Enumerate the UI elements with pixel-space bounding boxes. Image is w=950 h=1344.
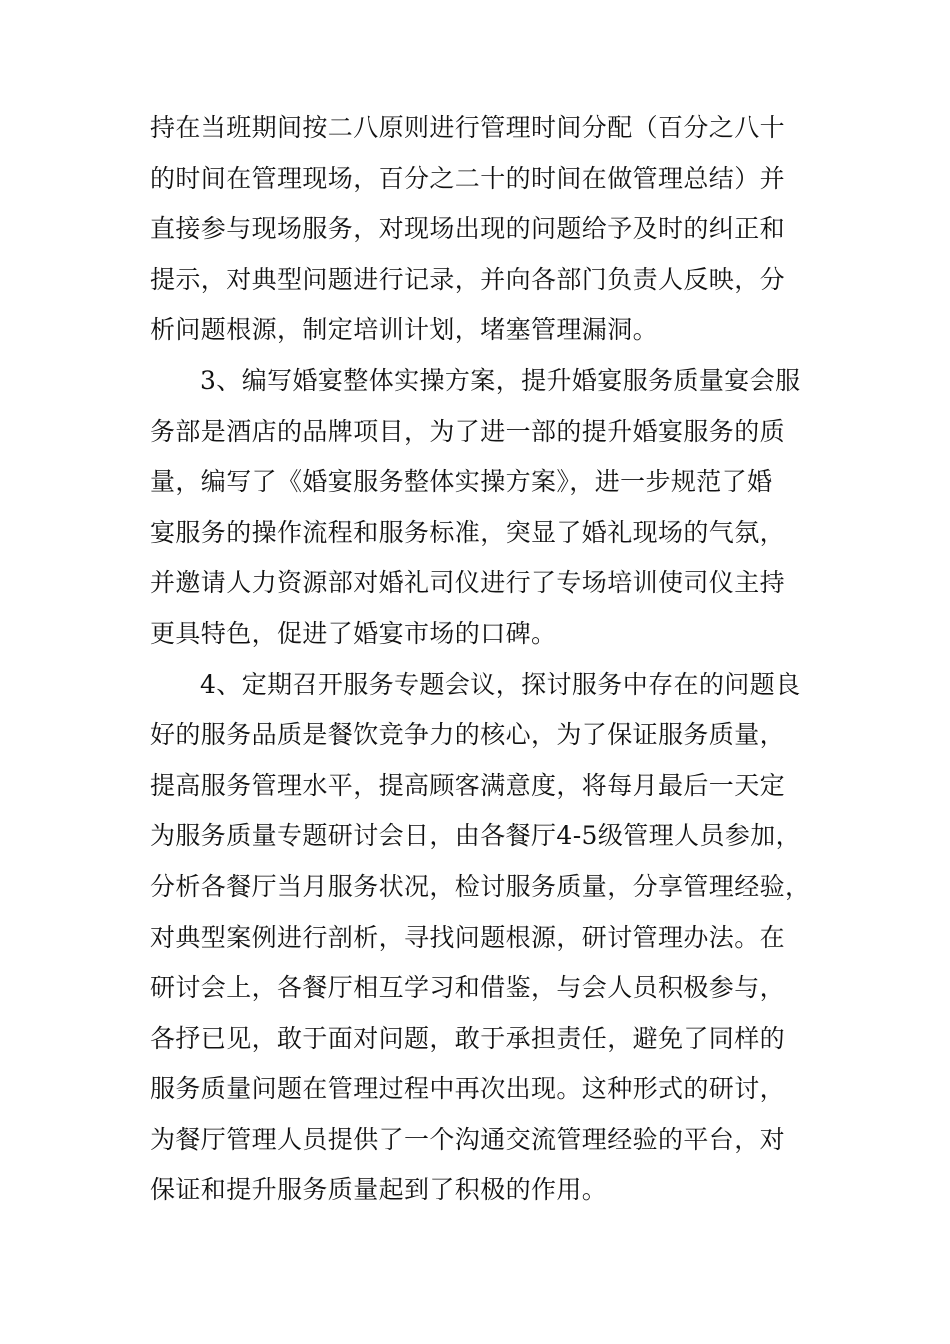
text-line: 为餐厅管理人员提供了一个沟通交流管理经验的平台，对 [150, 1124, 786, 1154]
paragraph-start-line: 4、定期召开服务专题会议，探讨服务中存在的问题良 [200, 669, 801, 699]
text-line: 为服务质量专题研讨会日，由各餐厅4-5级管理人员参加， [150, 821, 802, 851]
paragraph-start-line: 3、编写婚宴整体实操方案，提升婚宴服务质量宴会服 [200, 365, 801, 395]
text-line: 各抒已见，敢于面对问题，敢于承担责任，避免了同样的 [150, 1023, 786, 1053]
text-line: 直接参与现场服务，对现场出现的问题给予及时的纠正和 [150, 214, 786, 244]
document-body [150, 103, 811, 1216]
text-line: 研讨会上，各餐厅相互学习和借鉴，与会人员积极参与， [150, 973, 786, 1003]
text-line: 提高服务管理水平，提高顾客满意度，将每月最后一天定 [150, 770, 786, 800]
text-line: 分析各餐厅当月服务状况，检讨服务质量，分享管理经验， [150, 871, 811, 901]
text-line: 并邀请人力资源部对婚礼司仪进行了专场培训使司仪主持 [150, 568, 786, 598]
text-line: 的时间在管理现场，百分之二十的时间在做管理总结）并 [150, 163, 786, 193]
text-line: 服务质量问题在管理过程中再次出现。这种形式的研讨， [150, 1074, 786, 1104]
text-line: 持在当班期间按二八原则进行管理时间分配（百分之八十 [150, 113, 786, 142]
text-line: 务部是酒店的品牌项目，为了进一部的提升婚宴服务的质 [150, 416, 786, 446]
text-line: 提示，对典型问题进行记录，并向各部门负责人反映，分 [150, 264, 786, 294]
text-line: 更具特色，促进了婚宴市场的口碑。 [150, 618, 557, 648]
text-line: 对典型案例进行剖析，寻找问题根源，研讨管理办法。在 [150, 922, 786, 952]
text-line: 保证和提升服务质量起到了积极的作用。 [150, 1175, 608, 1205]
text-line: 析问题根源，制定培训计划，堵塞管理漏洞。 [150, 315, 659, 345]
text-line: 量，编写了《婚宴服务整体实操方案》，进一步规范了婚 [150, 467, 773, 497]
text-line: 宴服务的操作流程和服务标准，突显了婚礼现场的气氛， [150, 517, 786, 547]
text-line: 好的服务品质是餐饮竞争力的核心，为了保证服务质量， [150, 720, 786, 750]
